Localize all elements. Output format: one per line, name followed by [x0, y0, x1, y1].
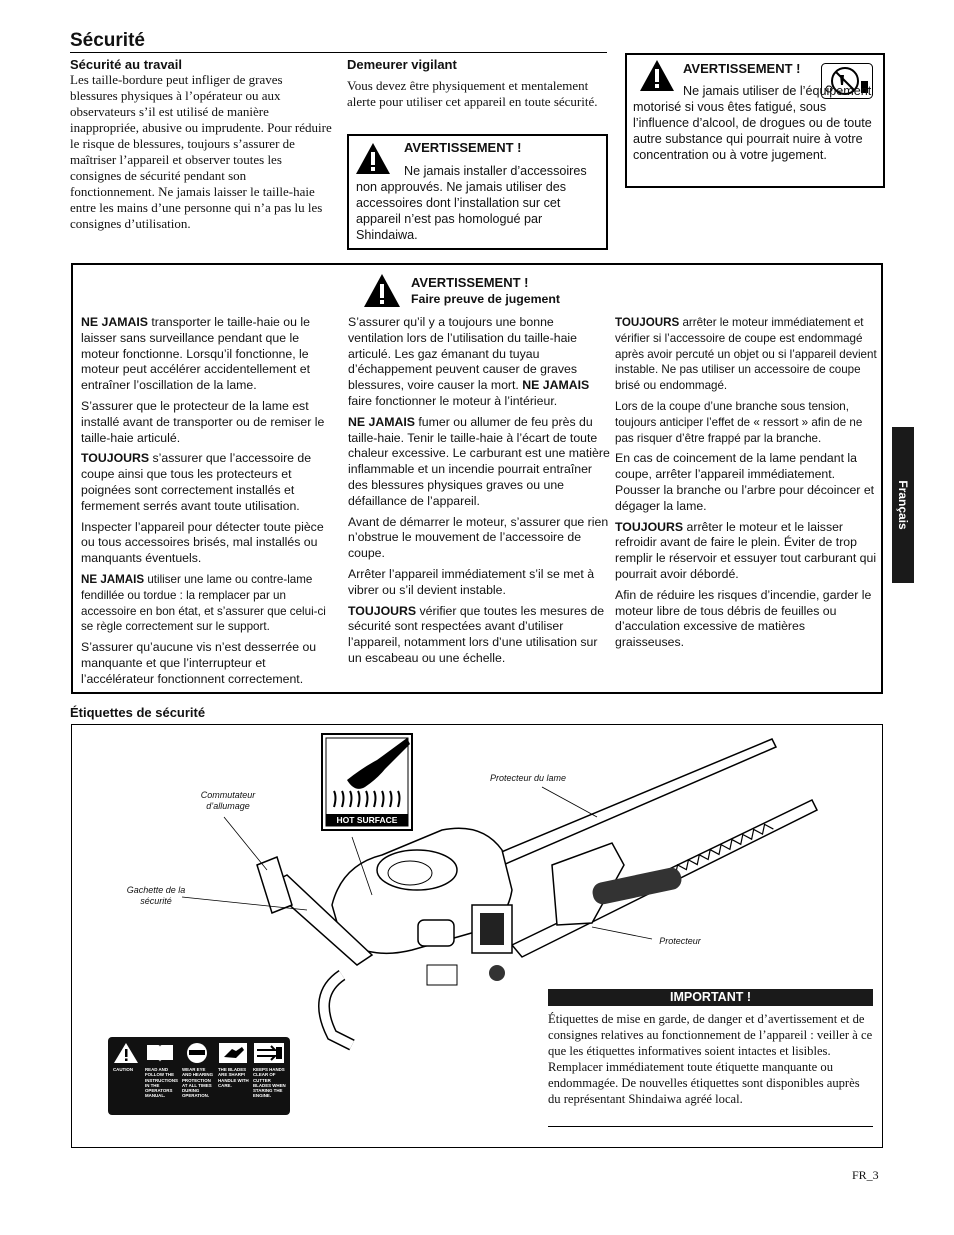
- language-tab-label: Français: [896, 480, 910, 530]
- caution-text-4: KEEPS HANDS CLEAR OF CUTTER BLADES WHEN STARING THE ENGINE.: [253, 1067, 286, 1099]
- judgement-paragraph: Lors de la coupe d’une branche sous tension, toujours anticiper l’effet de « ressort » afin de ne pas risquer d’être frappé par la branche.: [615, 399, 863, 445]
- judgement-column-1: [81, 315, 338, 693]
- stay-alert-heading: Demeurer vigilant: [347, 57, 457, 72]
- judgement-paragraph: TOUJOURS arrêter le moteur immédiatement et vérifier si l’accessoire de coupe est endommagé après avoir percuté un objet ou si l’appareil devient instable. Ne pas utiliser un accessoire de coupe brisé ou endommagé.: [615, 316, 877, 393]
- hot-surface-text: HOT SURFACE: [336, 815, 398, 825]
- warning-accessories-title: AVERTISSEMENT !: [404, 140, 522, 155]
- callout-guard: Protecteur: [659, 936, 701, 946]
- judgement-paragraph: NE JAMAIS transporter le taille-haie ou le laisser sans surveillance pendant que le moteur fonctionne. Lorsqu’il fonctionne, le moteur peut accélérer accidentellement et entraîner l’oscillation de la lame.: [81, 315, 310, 393]
- warning-fatigue-box: [625, 53, 885, 188]
- caution-word: CAUTION: [113, 1067, 134, 1072]
- judgement-paragraph: S’assurer qu’aucune vis n’est desserrée ou manquante et que l’interrupteur et l’accélérateur fonctionnent correctement.: [81, 640, 317, 686]
- judgement-paragraph: TOUJOURS s’assurer que l’accessoire de coupe ainsi que tous les protecteurs et poignées sont correctement installés et fermement serrés avant toute utilisation.: [81, 451, 312, 513]
- manual-book-icon: [145, 1042, 175, 1064]
- important-heading: IMPORTANT !: [548, 989, 873, 1006]
- work-safety-heading: Sécurité au travail: [70, 57, 182, 72]
- warning-fatigue-text: Ne jamais utiliser de l’équipement motorisé si vous êtes fatigué, sous l’influence d’alcool, de drogues ou de toute autre substance qui pourrait nuire à votre concentration ou à votre jugement.: [633, 84, 872, 162]
- judgement-warning-box: [71, 263, 883, 694]
- judgement-paragraph: Avant de démarrer le moteur, s’assurer que rien n’obstrue le mouvement de l’accessoire de coupe.: [348, 514, 609, 561]
- judgement-paragraph: NE JAMAIS fumer ou allumer de feu près du taille-haie. Tenir le taille-haie à l’écart de toute chaleur excessive. Le carburant est une matière inflammable et un incendie pourrait entraîner des blessures physiques graves ou une défaillance de l’appareil.: [348, 414, 610, 508]
- judgement-paragraph: S’assurer qu’il y a toujours une bonne ventilation lors de l’utilisation du taille-haie articulé. Les gaz émanant du tuyau d’échappement peuvent causer de graves blessures, voire causer la mort. NE JAMAIS faire fonctionner le moteur à l’intérieur.: [348, 315, 590, 408]
- important-text: Étiquettes de mise en garde, de danger et d’avertissement et de consignes relatives au fonctionnement de l’appareil : veiller à ce que les étiquettes informatives soient intactes et lisibles. Remplacer immédiatement toute étiquette manquante ou endommagée. De nouvelles étiquettes sont disponibles auprès du représentant Shindaiwa agréé local.: [548, 1012, 873, 1106]
- important-divider: [548, 1126, 873, 1127]
- keep-hands-clear-icon: [253, 1042, 285, 1064]
- judgement-paragraph: En cas de coincement de la lame pendant la coupe, arrêter l’appareil immédiatement. Pousser la branche ou l’arbre pour décoincer et dégager la lame.: [615, 451, 875, 513]
- page-number: FR_3: [852, 1168, 879, 1182]
- callout-blade-guard: Protecteur du lame: [489, 773, 567, 783]
- warning-accessories-text: Ne jamais installer d’accessoires non approuvés. Ne jamais utiliser des accessoires dont l’installation sur cet appareil n’est pas homologué par Shindaiwa.: [356, 164, 587, 242]
- judgement-warning-subtitle: Faire preuve de jugement: [411, 292, 560, 306]
- judgement-paragraph: Inspecter l’appareil pour détecter toute pièce ou tous accessoires brisés, mal installés ou manquants éventuels.: [81, 519, 324, 566]
- eye-ear-protection-icon: [182, 1042, 212, 1064]
- caution-label: [108, 1037, 290, 1115]
- judgement-paragraph: TOUJOURS vérifier que toutes les mesures de sécurité sont respectées avant d’utiliser l’appareil, notamment lors d’une utilisation sur un escabeau ou une échelle.: [348, 603, 605, 665]
- warning-triangle-icon: [363, 273, 401, 308]
- judgement-paragraph: Arrêter l’appareil immédiatement s’il se met à vibrer ou s’il devient instable.: [348, 566, 595, 597]
- caution-text-2: WEAR EYE AND HEARING PROTECTION AT ALL TIMES DURING OPERATION.: [182, 1067, 213, 1099]
- work-safety-section: [70, 57, 332, 232]
- warning-fatigue-title: AVERTISSEMENT !: [683, 61, 801, 76]
- judgement-paragraph: S’assurer que le protecteur de la lame est installé avant de transporter ou de remiser le taille-haie articulé.: [81, 398, 325, 445]
- language-tab: [892, 427, 914, 583]
- stay-alert-body: Vous devez être physiquement et mentalement alerte pour utiliser cet appareil en toute sécurité.: [347, 78, 598, 109]
- safety-labels-heading: Étiquettes de sécurité: [70, 705, 206, 720]
- warning-accessories-box: [347, 134, 608, 250]
- judgement-column-2: [348, 315, 610, 672]
- callout-safety-trigger: Gachette de la sécurité: [126, 885, 186, 906]
- sharp-blade-hand-icon: [218, 1042, 248, 1064]
- judgement-paragraph: TOUJOURS arrêter le moteur et le laisser refroidir avant de faire le plein. Éviter de trop remplir le réservoir et essuyer tout carburant qui pourrait avoir débordé.: [615, 519, 877, 581]
- judgement-paragraph: Afin de réduire les risques d’incendie, garder le moteur libre de tous débris de feuilles ou d’acculation excessive de matières graisseuses.: [615, 587, 872, 650]
- caution-triangle-icon: [113, 1042, 139, 1064]
- stay-alert-section: [347, 57, 607, 110]
- caution-text-3: THE BLADES ARE SHARP! HANDLE WITH CARE.: [218, 1067, 249, 1088]
- judgement-column-3: [615, 315, 877, 656]
- judgement-paragraph: NE JAMAIS utiliser une lame ou contre-lame fendillée ou tordue : la remplacer par un accessoire en bon état, et s’assurer que celui-ci se règle correctement sur le support.: [81, 572, 326, 634]
- title-divider: [70, 52, 607, 53]
- page-title: Sécurité: [70, 30, 145, 51]
- callout-ignition-switch: Commutateur d’allumage: [200, 790, 256, 811]
- work-safety-body: Les taille-bordure peut infliger de graves blessures physiques à l’opérateur ou aux observateurs s’il est utilisé de manière inappropriée, abusive ou imprudente. Pour réduire le risque de blessures, toujours s’assurer de maîtriser l’appareil et observer toutes les consignes de sécurité pendant son fonctionnement. Ne jamais laisser le taille-haie entre les mains d’une personne qui n’a pas lu les consignes d’utilisation.: [70, 72, 332, 231]
- caution-text-1: READ AND FOLLOW THE INSTRUCTIONS IN THE OPERATORS MANUAL.: [145, 1067, 178, 1099]
- judgement-warning-title: AVERTISSEMENT !: [411, 275, 529, 290]
